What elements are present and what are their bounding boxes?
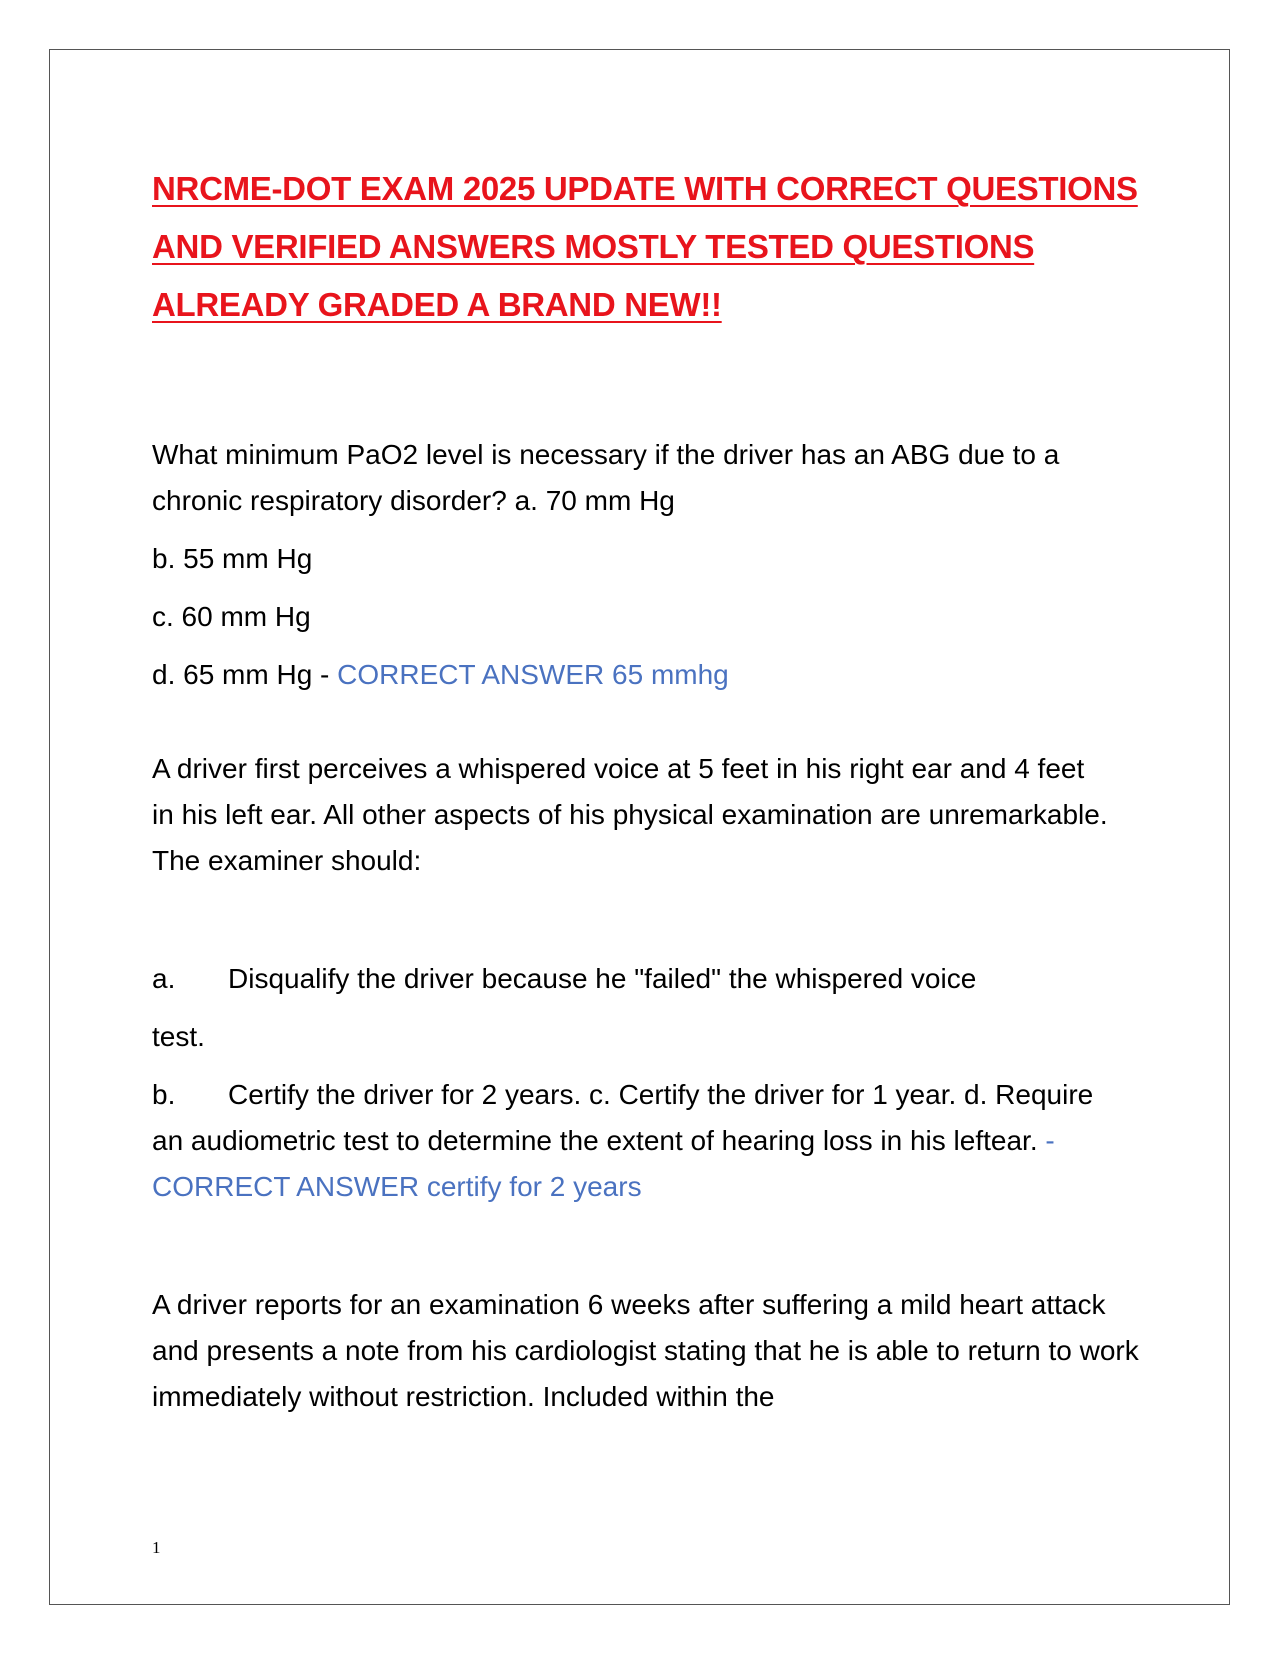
correct-answer: - CORRECT ANSWER certify for 2 years — [152, 1125, 1055, 1202]
document-title: NRCME-DOT EXAM 2025 UPDATE WITH CORRECT QUESTIONS AND VERIFIED ANSWERS MOSTLY TESTED QUESTIONS ALREADY GRADED A BRAND NEW!! — [152, 170, 1138, 323]
option-a — [152, 956, 1142, 1002]
question-stem: A driver first perceives a whispered voice at 5 feet in his right ear and 4 feet in his left ear. All other aspects of his physical examination are unremarkable. The examiner should: — [152, 753, 1108, 876]
option-a-label: a. — [152, 963, 176, 994]
correct-answer: CORRECT ANSWER 65 mmhg — [337, 659, 729, 690]
option-d-text: d. 65 mm Hg - — [152, 659, 338, 690]
question-2 — [152, 746, 1142, 1210]
page-number: 1 — [152, 1538, 161, 1557]
document-body — [152, 160, 1142, 1420]
question-3 — [152, 1282, 1142, 1420]
option-b-text: Certify the driver for 2 years. c. Certify the driver for 1 year. d. Require an audiometric test to determine the extent of hearing loss in his leftear. — [152, 1079, 1094, 1156]
question-1 — [152, 432, 1142, 698]
question-stem: What minimum PaO2 level is necessary if the driver has an ABG due to a chronic respiratory disorder? a. 70 mm Hg — [152, 439, 1060, 516]
option-a-text: Disqualify the driver because he "failed" the whispered voice — [228, 963, 977, 994]
option-b-label: b. — [152, 1079, 176, 1110]
option-b — [152, 1072, 1112, 1210]
option-b: b. 55 mm Hg — [152, 543, 313, 574]
question-stem: A driver reports for an examination 6 weeks after suffering a mild heart attack and presents a note from his cardiologist stating that he is able to return to work immediately without restriction. Included within the — [152, 1289, 1139, 1412]
option-d — [152, 652, 1142, 698]
option-a-continued: test. — [152, 1021, 205, 1052]
option-c: c. 60 mm Hg — [152, 601, 311, 632]
